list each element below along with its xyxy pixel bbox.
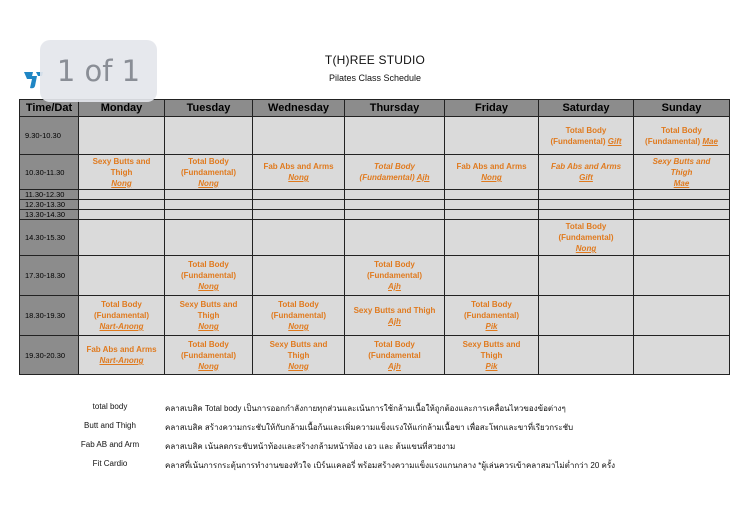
empty-cell (79, 190, 165, 200)
schedule-subtitle: Pilates Class Schedule (328, 73, 422, 83)
class-name-line: Sexy Butts and (652, 156, 711, 166)
empty-cell (634, 256, 730, 296)
empty-cell (165, 200, 253, 210)
empty-cell (345, 220, 445, 256)
class-cell (165, 336, 253, 375)
class-cell (79, 296, 165, 336)
class-name-line: (Fundamental) (366, 271, 423, 280)
class-cell (345, 296, 445, 336)
empty-cell (445, 256, 539, 296)
class-cell (79, 336, 165, 375)
legend-row (0, 421, 750, 435)
empty-cell (79, 117, 165, 155)
class-name-line: Thigh (110, 167, 133, 177)
empty-cell (253, 210, 345, 220)
empty-cell (445, 210, 539, 220)
schedule-row (20, 117, 730, 155)
time-slot-label: 11.30-12.30 (20, 190, 79, 200)
class-name-line: Fab Abs and Arms (550, 162, 622, 171)
instructor-name: Nong (198, 322, 219, 331)
class-name-line: Total Body (101, 300, 142, 309)
empty-cell (79, 220, 165, 256)
class-name-line: Total Body (565, 125, 607, 135)
empty-cell (253, 200, 345, 210)
class-cell (345, 256, 445, 296)
empty-cell (634, 296, 730, 336)
class-name-line: (Fundamental (368, 350, 421, 360)
day-header: Saturday (539, 100, 634, 117)
instructor-name: Nong (575, 244, 597, 253)
page-indicator: 1 of 1 (40, 40, 157, 102)
instructor-name: Pik (485, 322, 498, 331)
empty-cell (79, 200, 165, 210)
empty-cell (445, 190, 539, 200)
time-slot-label: 13.30-14.30 (20, 210, 79, 220)
instructor-name: Nart-Anong (99, 322, 144, 331)
studio-title: T(H)REE STUDIO (324, 53, 426, 67)
instructor-name: Nong (198, 178, 219, 188)
day-header: Friday (445, 100, 539, 117)
instructor-name: Nong (288, 173, 309, 182)
instructor-name: Mae (702, 136, 718, 146)
class-cell (634, 155, 730, 190)
class-name-line: Total Body (374, 339, 415, 349)
time-slot-label: 9.30-10.30 (20, 117, 79, 155)
empty-cell (253, 117, 345, 155)
instructor-name: Ajh (388, 361, 401, 371)
legend-row (0, 440, 750, 454)
class-name-line: (Fundamental) (93, 311, 150, 320)
class-name-line: Sexy Butts and (179, 300, 238, 309)
class-name-line: (Fundamental) (463, 311, 520, 320)
class-name-line: Total Body (188, 260, 229, 269)
empty-cell (253, 190, 345, 200)
class-name-line: Fab Abs and Arms (456, 162, 527, 171)
corner-header: Time/Dat (20, 100, 79, 117)
class-cell (539, 155, 634, 190)
class-cell (539, 117, 634, 155)
class-cell (345, 336, 445, 375)
instructor-name: Mae (673, 178, 690, 188)
instructor-name: Ajh (416, 173, 430, 182)
class-cell (445, 336, 539, 375)
empty-cell (634, 200, 730, 210)
schedule-row (20, 190, 730, 200)
class-name-line: Total Body (188, 156, 229, 166)
schedule-row (20, 210, 730, 220)
time-slot-label: 17.30-18.30 (20, 256, 79, 296)
legend-description: คลาสที่เน้นการกระตุ้นการทำงานของหัวใจ เบิร์นแคลอรี่ พร้อมสร้างความแข็งแรงแกนกลาง *ผู้เล่นควรเข้าคลาสมาไม่ต่ำกว่า 20 ครั้ง (165, 461, 616, 470)
class-cell (445, 155, 539, 190)
empty-cell (634, 220, 730, 256)
day-header: Tuesday (165, 100, 253, 117)
class-name-line: Total Body (373, 162, 416, 171)
class-cell (634, 117, 730, 155)
empty-cell (539, 296, 634, 336)
class-name-line: Fab Abs and Arms (263, 162, 334, 171)
empty-cell (539, 336, 634, 375)
class-name-line: (Fundamental) Mae (645, 136, 718, 146)
class-name-line: (Fundamental) (180, 167, 237, 177)
class-name-line: (Fundamental) (270, 311, 327, 320)
schedule-table (19, 99, 730, 375)
legend-description: คลาสเบสิค สร้างความกระชับให้กับกล้ามเนื้อก้นและเพิ่มความแข็งแรงให้แก่กล้ามเนื้อขา เพื่อสะโพกและขาที่เรียวกระชับ (165, 423, 574, 432)
empty-cell (79, 256, 165, 296)
empty-cell (634, 336, 730, 375)
legend-term: Fab AB and Arm (80, 440, 140, 449)
legend-term: Butt and Thigh (84, 421, 136, 430)
class-cell (253, 296, 345, 336)
class-name-line: Thigh (670, 167, 693, 177)
class-name-line: Sexy Butts and (269, 339, 328, 349)
empty-cell (253, 220, 345, 256)
time-slot-label: 10.30-11.30 (20, 155, 79, 190)
time-slot-label: 19.30-20.30 (20, 336, 79, 375)
class-name-line: Total Body (471, 300, 512, 309)
empty-cell (345, 190, 445, 200)
schedule-row (20, 155, 730, 190)
empty-cell (165, 220, 253, 256)
class-name-line: Sexy Butts and (462, 339, 521, 349)
class-cell (165, 155, 253, 190)
empty-cell (539, 190, 634, 200)
class-cell (165, 256, 253, 296)
empty-cell (445, 117, 539, 155)
instructor-name: Ajh (388, 316, 401, 326)
class-name-line: Total Body (278, 300, 319, 309)
empty-cell (634, 190, 730, 200)
class-cell (539, 220, 634, 256)
legend-term: Fit Cardio (92, 459, 128, 468)
empty-cell (79, 210, 165, 220)
class-name-line: (Fundamental) (180, 271, 237, 280)
instructor-name: Nong (481, 173, 502, 182)
class-name-line: (Fundamental) (180, 350, 237, 360)
schedule-row (20, 296, 730, 336)
class-cell (445, 296, 539, 336)
instructor-name: Nart-Anong (99, 356, 144, 365)
time-slot-label: 12.30-13.30 (20, 200, 79, 210)
class-name-line: Sexy Butts and (92, 156, 151, 166)
class-name-line: (Fundamental) Ajh (359, 173, 430, 182)
class-name-line: Thigh (197, 311, 220, 320)
empty-cell (345, 210, 445, 220)
instructor-name: Ajh (388, 282, 401, 291)
legend-description: คลาสเบสิค เน้นลดกระชับหน้าท้องและสร้างกล้ามหน้าท้อง เอว และ ต้นแขนที่สวยงาม (165, 442, 456, 451)
class-name-line: (Fundamental) (558, 233, 614, 242)
instructor-name: Nong (288, 322, 309, 331)
class-name-line: Fab Abs and Arms (86, 345, 157, 354)
empty-cell (345, 117, 445, 155)
instructor-name: Pik (485, 361, 498, 371)
day-header: Wednesday (253, 100, 345, 117)
class-name-line: Sexy Butts and Thigh (353, 305, 436, 315)
empty-cell (165, 190, 253, 200)
empty-cell (539, 210, 634, 220)
empty-cell (634, 210, 730, 220)
class-name-line: Thigh (287, 350, 310, 360)
class-name-line: (Fundamental) Gift (550, 136, 622, 146)
day-header: Monday (79, 100, 165, 117)
legend-row (0, 459, 750, 473)
class-cell (165, 296, 253, 336)
class-name-line: Total Body (188, 339, 229, 349)
day-header: Sunday (634, 100, 730, 117)
empty-cell (165, 117, 253, 155)
schedule-row (20, 336, 730, 375)
instructor-name: Gift (579, 173, 593, 182)
class-name-line: Thigh (480, 350, 503, 360)
class-name-line: Total Body (374, 260, 415, 269)
schedule-row (20, 256, 730, 296)
class-cell (79, 155, 165, 190)
empty-cell (445, 200, 539, 210)
empty-cell (539, 256, 634, 296)
instructor-name: Nong (198, 282, 219, 291)
schedule-row (20, 200, 730, 210)
legend-description: คลาสเบสิค Total body เป็นการออกกำลังกายทุกส่วนและเน้นการใช้กล้ามเนื้อให้ถูกต้องและการเคลื่อนไหวของข้อต่างๆ (165, 404, 566, 413)
instructor-name: Nong (198, 361, 219, 371)
class-name-line: Total Body (661, 125, 702, 135)
day-header: Thursday (345, 100, 445, 117)
legend-row (0, 402, 750, 416)
legend-term: total body (92, 402, 128, 411)
empty-cell (445, 220, 539, 256)
class-cell (253, 155, 345, 190)
time-slot-label: 18.30-19.30 (20, 296, 79, 336)
instructor-name: Nong (111, 178, 132, 188)
instructor-name: Nong (288, 361, 309, 371)
class-cell (345, 155, 445, 190)
class-name-line: Total Body (565, 222, 607, 231)
empty-cell (165, 210, 253, 220)
empty-cell (345, 200, 445, 210)
empty-cell (253, 256, 345, 296)
instructor-name: Gift (607, 136, 622, 146)
empty-cell (539, 200, 634, 210)
schedule-row (20, 220, 730, 256)
header-row (20, 100, 730, 117)
time-slot-label: 14.30-15.30 (20, 220, 79, 256)
class-cell (253, 336, 345, 375)
